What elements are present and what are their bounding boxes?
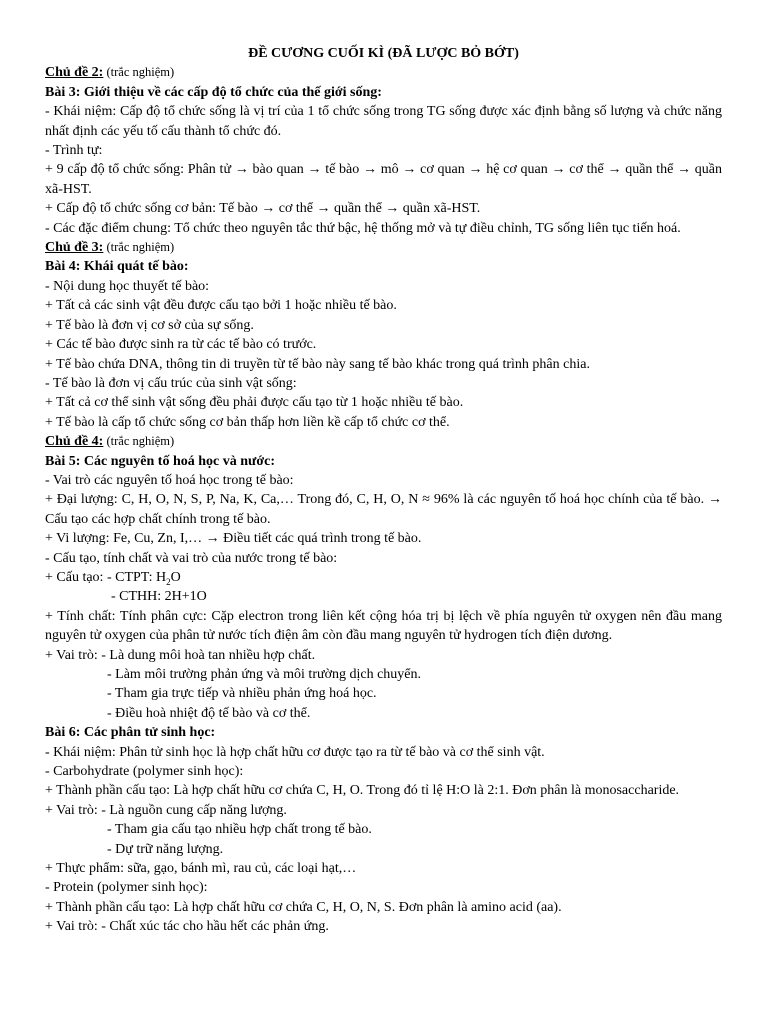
topic-heading — [45, 238, 722, 257]
text-line: - Carbohydrate (polymer sinh học): — [45, 764, 244, 780]
topic-label: Chủ đề 3: — [45, 240, 104, 256]
formula-subscript: 2 — [166, 576, 171, 587]
formula-tail: O — [170, 569, 181, 585]
text-line: - Khái niệm: Cấp độ tổ chức sống là vị trí của 1 tổ chức sống trong TG sống được xác định bằng số lượng và chức năng nhất định các yếu tố cấu thành tổ chức đó. — [45, 104, 722, 139]
lesson-heading: Bài 6: Các phân tử sinh học: — [45, 725, 216, 741]
topic-heading — [45, 432, 722, 451]
formula-text: + Cấu tạo: - CTPT: H — [45, 569, 167, 585]
text-line: - Các đặc điểm chung: Tổ chức theo nguyên tắc thứ bậc, hệ thống mở và tự điều chỉnh, TG sống liên tục tiến hoá. — [45, 220, 681, 236]
topic-note: (trắc nghiệm) — [103, 240, 175, 255]
text-line: - Vai trò các nguyên tố hoá học trong tế bào: — [45, 472, 294, 488]
text-line: - Khái niệm: Phân tử sinh học là hợp chất hữu cơ được tạo ra từ tế bào và cơ thể sinh vật. — [45, 744, 545, 760]
indented-line: - CTHH: 2H+1O — [111, 589, 207, 605]
document-title: ĐỀ CƯƠNG CUỐI KÌ (ĐÃ LƯỢC BỎ BỚT) — [248, 46, 519, 61]
topic-note: (trắc nghiệm) — [103, 65, 175, 80]
topic-label: Chủ đề 4: — [45, 434, 104, 450]
text-line: + Cấp độ tổ chức sống cơ bản: Tế bào → cơ thể → quần thể → quần xã-HST. — [45, 201, 481, 217]
topic-note: (trắc nghiệm) — [103, 434, 175, 449]
text-line: - Cấu tạo, tính chất và vai trò của nước trong tế bào: — [45, 550, 338, 566]
indented-line: - Điều hoà nhiệt độ tế bào và cơ thể. — [107, 705, 311, 721]
lesson-heading: Bài 4: Khái quát tế bào: — [45, 259, 189, 275]
text-line: + Thành phần cấu tạo: Là hợp chất hữu cơ chứa C, H, O. Trong đó tỉ lệ H:O là 2:1. Đơn phân là monosaccharide. — [45, 783, 680, 799]
text-line: - Trình tự: — [45, 143, 103, 159]
text-line: + Vai trò: - Là dung môi hoà tan nhiều hợp chất. — [45, 647, 316, 663]
indented-line: - Dự trữ năng lượng. — [107, 841, 224, 857]
topic-label: Chủ đề 2: — [45, 65, 104, 81]
indented-line: - Tham gia cấu tạo nhiều hợp chất trong tế bào. — [107, 822, 372, 838]
text-line: + Thực phẩm: sữa, gạo, bánh mì, rau củ, các loại hạt,… — [45, 861, 357, 877]
text-line: + Tế bào là cấp tổ chức sống cơ bản thấp hơn liền kề cấp tổ chức cơ thể. — [45, 414, 450, 430]
text-line: + Tất cả các sinh vật đều được cấu tạo bởi 1 hoặc nhiều tế bào. — [45, 298, 397, 314]
text-line: - Tế bào là đơn vị cấu trúc của sinh vật sống: — [45, 375, 297, 391]
text-line: + Tế bào chứa DNA, thông tin di truyền từ tế bào này sang tế bào khác trong quá trình phân chia. — [45, 356, 590, 372]
text-line: + Thành phần cấu tạo: Là hợp chất hữu cơ chứa C, H, O, N, S. Đơn phân là amino acid (aa). — [45, 899, 562, 915]
text-line: + Tất cả cơ thể sinh vật sống đều phải được cấu tạo từ 1 hoặc nhiều tế bào. — [45, 395, 464, 411]
text-line: + Vai trò: - Chất xúc tác cho hầu hết các phản ứng. — [45, 919, 329, 935]
document-body — [45, 63, 722, 936]
text-line: + Vai trò: - Là nguồn cung cấp năng lượng. — [45, 802, 287, 818]
text-line — [45, 568, 722, 587]
text-line: + Tế bào là đơn vị cơ sở của sự sống. — [45, 317, 254, 333]
text-line: + Vi lượng: Fe, Cu, Zn, I,… → Điều tiết các quá trình trong tế bào. — [45, 531, 422, 547]
lesson-heading: Bài 3: Giới thiệu về các cấp độ tổ chức của thế giới sống: — [45, 84, 382, 100]
indented-line: - Làm môi trường phản ứng và môi trường dịch chuyển. — [107, 667, 422, 682]
text-line: + Các tế bào được sinh ra từ các tế bào có trước. — [45, 337, 317, 353]
text-line: + Tính chất: Tính phân cực: Cặp electron trong liên kết cộng hóa trị bị lệch về phía nguyên tử oxygen nên đầu mang nguyên tử oxygen của phân tử nước tích điện âm còn đầu mang nguyên tử hydrogen tích điện dương. — [45, 608, 722, 644]
lesson-heading: Bài 5: Các nguyên tố hoá học và nước: — [45, 453, 276, 469]
indented-line: - Tham gia trực tiếp và nhiều phản ứng hoá học. — [107, 686, 377, 702]
text-line: + 9 cấp độ tổ chức sống: Phân tử → bào quan → tế bào → mô → cơ quan → hệ cơ quan → cơ thể → quần thể → quần xã-HST. — [45, 162, 722, 197]
text-line: - Protein (polymer sinh học): — [45, 880, 208, 896]
text-line: + Đại lượng: C, H, O, N, S, P, Na, K, Ca,… Trong đó, C, H, O, N ≈ 96% là các nguyên tố hoá học chính của tế bào. → Cấu tạo các hợp chất chính trong tế bào. — [45, 492, 722, 527]
topic-heading — [45, 63, 722, 82]
text-line: - Nội dung học thuyết tế bào: — [45, 278, 210, 294]
